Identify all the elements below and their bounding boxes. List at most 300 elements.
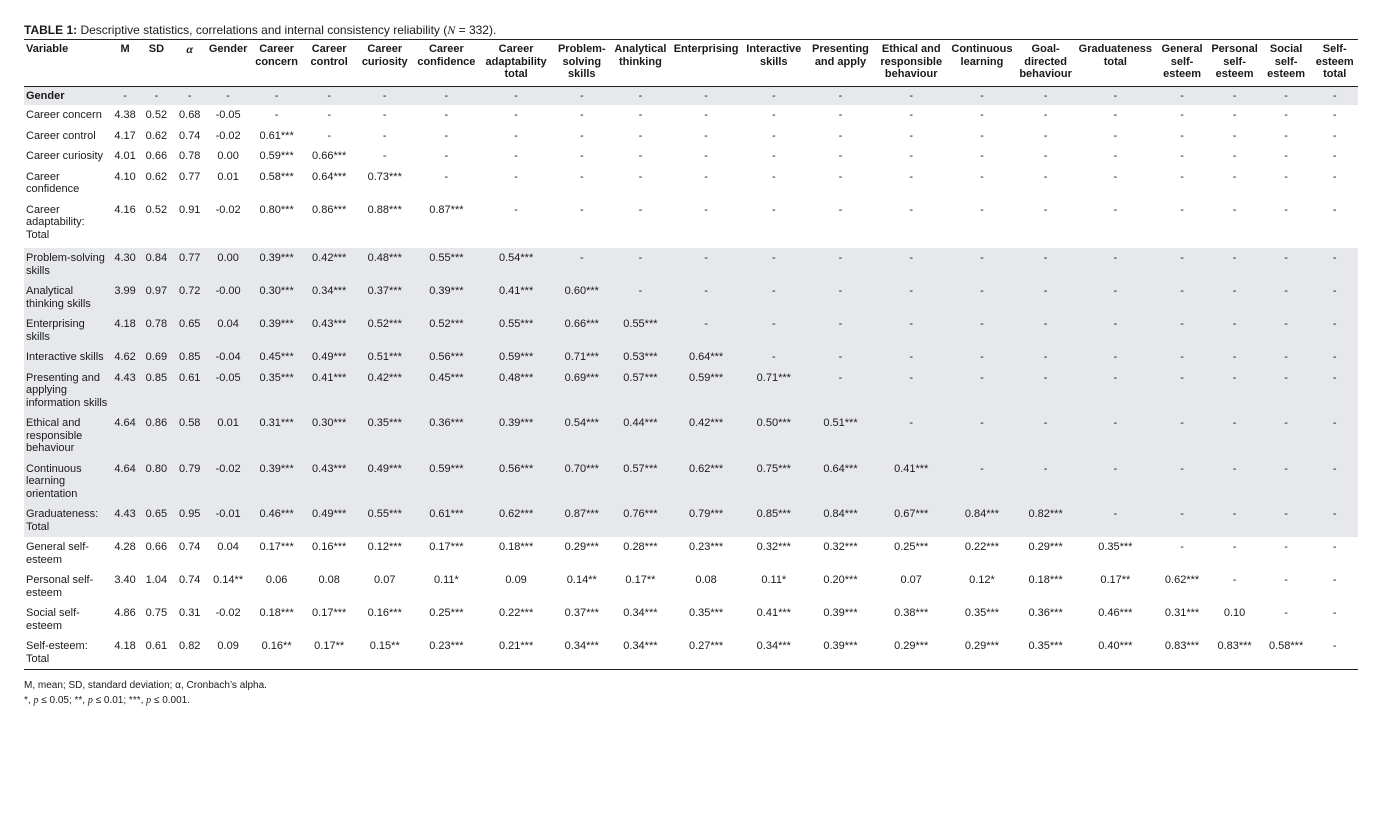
table-cell: - (1261, 504, 1312, 537)
table-cell: - (704, 109, 708, 121)
table-cell: 0.30*** (303, 413, 356, 459)
table-cell: 0.77 (174, 247, 206, 282)
table-cell: 4.01 (114, 150, 136, 162)
table-cell: 0.29*** (564, 541, 599, 553)
table-cell: 0.80*** (259, 203, 294, 216)
column-header: Graduateness total (1075, 40, 1156, 87)
column-header: SD (139, 40, 173, 87)
table-cell: 0.72 (174, 281, 206, 314)
table-cell: - (579, 109, 584, 121)
table-cell: 0.80 (139, 459, 173, 505)
table-row (24, 570, 1358, 603)
table-cell: 0.14** (566, 574, 597, 586)
table-cell: - (1284, 109, 1288, 121)
table-cell: 0.62*** (671, 459, 742, 505)
table-cell: - (1180, 170, 1184, 183)
table-cell: - (444, 109, 449, 121)
table-cell: - (948, 314, 1017, 347)
table-cell: - (1113, 203, 1118, 216)
column-header: Variable (24, 40, 111, 87)
table-cell: - (1261, 247, 1312, 282)
table-cell: 4.43 (111, 368, 139, 414)
table-cell: 0.87*** (554, 504, 611, 537)
table-cell: - (948, 368, 1017, 414)
table-cell: - (704, 150, 708, 162)
table-cell: 0.04 (206, 314, 250, 347)
table-cell: 0.61*** (259, 129, 294, 142)
table-cell: - (1311, 636, 1358, 670)
table-cell: 0.10 (1223, 607, 1246, 619)
table-cell: - (1180, 129, 1184, 142)
table-cell: - (980, 150, 984, 162)
table-cell: - (514, 203, 518, 216)
row-variable-label: Career concern (26, 109, 102, 121)
p-symbol: p (33, 695, 39, 706)
table-cell: - (1156, 413, 1209, 459)
table-cell: 0.71*** (741, 368, 806, 414)
table-cell: - (948, 247, 1017, 282)
table-cell: 0.18*** (1028, 574, 1063, 586)
table-row (24, 105, 1358, 126)
table-cell: 0.85*** (741, 504, 806, 537)
table-cell: -0.02 (206, 459, 250, 505)
table-cell: - (1208, 368, 1261, 414)
significance-note (24, 693, 1358, 708)
table-cell: - (1232, 541, 1237, 553)
table-cell: 0.59*** (414, 459, 479, 505)
table-cell: - (1016, 86, 1075, 105)
table-cell: 0.18*** (259, 607, 294, 619)
table-cell: - (1016, 247, 1075, 282)
table-cell: 0.07 (900, 574, 922, 586)
table-cell: - (1016, 314, 1075, 347)
column-header: Personal self-esteem (1208, 40, 1261, 87)
table-cell: - (1232, 203, 1237, 216)
table-cell: 0.82*** (1016, 504, 1075, 537)
table-cell: 0.49*** (303, 347, 356, 368)
column-header: Career confidence (414, 40, 479, 87)
table-cell: 0.69*** (554, 368, 611, 414)
table-cell: - (1075, 314, 1156, 347)
p-symbol: p (146, 695, 152, 706)
table-cell: - (355, 86, 414, 105)
table-cell: 0.54*** (479, 247, 554, 282)
table-cell: - (1208, 281, 1261, 314)
table-cell: 0.45*** (250, 347, 303, 368)
table-cell: - (1332, 109, 1337, 121)
table-cell: - (771, 203, 776, 216)
table-cell: - (838, 109, 843, 121)
table-cell: 0.78 (139, 314, 173, 347)
table-cell: - (638, 150, 643, 162)
table-cell: - (909, 203, 914, 216)
row-variable-label: Analytical thinking skills (24, 281, 111, 314)
table-cell: - (444, 129, 449, 142)
table-cell: 0.30*** (250, 281, 303, 314)
table-cell: 0.59*** (671, 368, 742, 414)
table-row (24, 347, 1358, 368)
table-cell: 0.35*** (250, 368, 303, 414)
table-row (24, 146, 1358, 167)
table-cell: - (875, 347, 948, 368)
table-cell: 1.04 (145, 574, 168, 586)
table-row (24, 504, 1358, 537)
table-cell: - (1208, 314, 1261, 347)
table-cell: 0.97 (139, 281, 173, 314)
table-cell: 0.17** (303, 636, 356, 670)
table-cell: - (838, 170, 843, 183)
table-cell: 0.59*** (259, 150, 294, 162)
table-cell: - (1016, 347, 1075, 368)
row-variable-label: Social self-esteem (26, 607, 80, 632)
table-cell: - (909, 150, 914, 162)
table-cell: 0.86 (139, 413, 173, 459)
table-cell: - (1232, 150, 1237, 162)
table-cell: 0.75 (145, 607, 168, 619)
table-cell: - (741, 247, 806, 282)
table-cell: 0.39*** (479, 413, 554, 459)
table-row (24, 636, 1358, 670)
table-cell: 4.18 (111, 636, 139, 670)
table-cell: 0.39*** (806, 636, 875, 670)
table-cell: 0.22*** (498, 607, 534, 619)
column-header: Problem-solving skills (554, 40, 611, 87)
table-row (24, 167, 1358, 200)
table-cell: - (948, 281, 1017, 314)
p-symbol: p (87, 695, 93, 706)
table-cell: - (638, 203, 643, 216)
table-cell: - (980, 109, 984, 121)
table-cell: 0.34*** (623, 607, 658, 619)
table-cell: - (1208, 504, 1261, 537)
table-cell: - (1075, 281, 1156, 314)
table-cell: - (980, 170, 984, 183)
table-cell: 0.66 (145, 150, 168, 162)
table-cell: 0.04 (217, 541, 239, 553)
table-row (24, 537, 1358, 570)
table-cell: 0.45*** (414, 368, 479, 414)
table-cell: - (139, 86, 173, 105)
caption-n-symbol: N (447, 23, 456, 37)
table-cell: 0.39*** (414, 281, 479, 314)
table-cell: 3.40 (114, 574, 136, 586)
table-cell: 0.51*** (806, 413, 875, 459)
table-cell: 4.86 (114, 607, 136, 619)
table-cell: 0.95 (174, 504, 206, 537)
table-cell: - (1156, 247, 1209, 282)
table-cell: - (704, 170, 708, 183)
table-row (24, 314, 1358, 347)
table-cell: 0.00 (217, 150, 239, 162)
table-cell: 0.59*** (479, 347, 554, 368)
table-cell: 4.17 (114, 129, 136, 142)
table-cell: 0.71*** (554, 347, 611, 368)
row-variable-label: Gender (24, 86, 111, 105)
table-cell: - (610, 247, 671, 282)
table-cell: - (704, 129, 708, 142)
table-cell: - (771, 150, 776, 162)
table-cell: - (771, 129, 776, 142)
table-cell: - (111, 86, 139, 105)
table-notes (24, 678, 1358, 708)
table-cell: 0.52*** (355, 314, 414, 347)
table-cell: - (948, 413, 1017, 459)
table-cell: 0.56*** (414, 347, 479, 368)
table-cell: - (741, 281, 806, 314)
table-cell: - (1156, 314, 1209, 347)
table-cell: - (806, 281, 875, 314)
table-cell: - (875, 314, 948, 347)
table-cell: -0.04 (206, 347, 250, 368)
table-cell: 0.62 (145, 129, 168, 142)
table-cell: - (1261, 347, 1312, 368)
table-cell: - (610, 86, 671, 105)
table-cell: 0.39*** (250, 247, 303, 282)
table-cell: 0.36*** (414, 413, 479, 459)
table-cell: - (806, 314, 875, 347)
table-cell: 0.16*** (312, 541, 347, 553)
table-cell: - (1284, 129, 1288, 142)
table-cell: 0.41*** (756, 607, 791, 619)
table-cell: 0.22*** (964, 541, 1000, 553)
table-cell: 0.83*** (1156, 636, 1209, 670)
table-cell: - (1113, 170, 1118, 183)
table-cell: 0.86*** (312, 203, 347, 216)
table-cell: - (1156, 459, 1209, 505)
table-cell: 0.12*** (367, 541, 402, 553)
row-variable-label: Career confidence (26, 170, 80, 195)
column-header: Enterprising (671, 40, 742, 87)
table-cell: - (1016, 281, 1075, 314)
table-cell: - (1261, 86, 1312, 105)
table-cell: 0.43*** (303, 459, 356, 505)
table-cell: 0.17*** (429, 541, 464, 553)
table-cell: 0.85 (139, 368, 173, 414)
row-variable-label: General self-esteem (26, 541, 89, 566)
table-cell: 4.62 (111, 347, 139, 368)
table-cell: - (444, 150, 449, 162)
table-cell: -0.05 (206, 368, 250, 414)
column-header: Self-esteem total (1311, 40, 1358, 87)
table-cell: - (838, 150, 843, 162)
table-cell: - (980, 203, 984, 216)
table-cell: 4.38 (114, 109, 136, 121)
table-row (24, 603, 1358, 636)
table-cell: 0.62*** (1164, 574, 1200, 586)
table-cell: - (610, 281, 671, 314)
table-cell: - (1232, 129, 1237, 142)
table-cell: - (1208, 86, 1261, 105)
table-cell: 0.85 (174, 347, 206, 368)
table-cell: - (444, 170, 449, 183)
table-cell: - (741, 314, 806, 347)
table-cell: 0.42*** (303, 247, 356, 282)
table-cell: - (638, 129, 643, 142)
column-header: Continuous learning (948, 40, 1017, 87)
table-cell: 0.46*** (1098, 607, 1133, 619)
table-cell: 4.16 (114, 203, 136, 216)
table-cell: 0.62 (145, 170, 168, 183)
table-cell: - (382, 109, 387, 121)
table-cell: 0.58*** (259, 170, 294, 183)
table-cell: 0.31 (179, 607, 201, 619)
table-cell: - (579, 203, 584, 216)
table-cell: 0.83*** (1208, 636, 1261, 670)
table-cell: -0.05 (215, 109, 241, 121)
row-variable-label: Career curiosity (26, 150, 104, 162)
table-cell: 0.17** (1100, 574, 1131, 586)
table-cell: 0.00 (206, 247, 250, 282)
table-cell: 0.64*** (671, 347, 742, 368)
table-cell: - (1232, 109, 1237, 121)
table-cell: -0.02 (215, 607, 241, 619)
table-cell: - (1113, 129, 1118, 142)
table-cell: - (806, 368, 875, 414)
table-cell: 0.41*** (875, 459, 948, 505)
table-cell: - (1156, 504, 1209, 537)
row-variable-label: Career adaptability: Total (26, 203, 85, 241)
table-cell: 0.75*** (741, 459, 806, 505)
table-cell: 0.01 (206, 413, 250, 459)
table-cell: - (638, 109, 643, 121)
table-cell: - (1284, 541, 1288, 553)
table-cell: - (1232, 170, 1237, 183)
table-cell: 0.32*** (823, 541, 858, 553)
table-cell: - (1180, 150, 1184, 162)
table-cell: 0.74 (179, 574, 201, 586)
table-cell: - (838, 203, 843, 216)
column-header: Social self-esteem (1261, 40, 1312, 87)
table-cell: - (671, 314, 742, 347)
row-variable-label: Ethical and responsible behaviour (24, 413, 111, 459)
row-variable-label: Interactive skills (24, 347, 111, 368)
table-cell: - (875, 281, 948, 314)
table-cell: 0.08 (318, 574, 340, 586)
table-row (24, 247, 1358, 282)
table-cell: - (875, 413, 948, 459)
table-cell: - (1332, 607, 1337, 619)
table-cell: - (1311, 459, 1358, 505)
table-cell: - (806, 347, 875, 368)
table-cell: - (1156, 368, 1209, 414)
table-cell: - (1311, 281, 1358, 314)
table-cell: - (875, 368, 948, 414)
table-cell: 0.48*** (479, 368, 554, 414)
table-cell: 0.15** (355, 636, 414, 670)
table-cell: 0.09 (206, 636, 250, 670)
table-cell: 0.65 (174, 314, 206, 347)
table-cell: - (382, 129, 387, 142)
table-cell: 0.35*** (964, 607, 1000, 619)
table-cell: - (741, 347, 806, 368)
table-cell: 0.35*** (688, 607, 724, 619)
table-cell: 0.61 (139, 636, 173, 670)
table-row (24, 459, 1358, 505)
table-cell: 0.29*** (1028, 541, 1063, 553)
table-cell: 0.40*** (1075, 636, 1156, 670)
table-cell: - (1043, 170, 1048, 183)
table-cell: - (1311, 86, 1358, 105)
table-cell: - (671, 281, 742, 314)
table-cell: 0.64*** (312, 170, 347, 183)
table-cell: 0.41*** (303, 368, 356, 414)
table-cell: - (1332, 150, 1337, 162)
table-cell: 0.66*** (312, 150, 347, 162)
table-cell: - (479, 86, 554, 105)
table-cell: -0.02 (215, 129, 241, 142)
table-cell: - (1284, 607, 1288, 619)
table-cell: 0.38*** (894, 607, 929, 619)
table-cell: - (206, 86, 250, 105)
table-cell: - (1261, 314, 1312, 347)
table-cell: - (414, 86, 479, 105)
table-cell: 0.17** (625, 574, 656, 586)
table-cell: 0.07 (374, 574, 396, 586)
row-variable-label: Graduateness: Total (24, 504, 111, 537)
table-cell: 0.53*** (610, 347, 671, 368)
table-cell: 0.21*** (479, 636, 554, 670)
table-cell: 0.39*** (250, 314, 303, 347)
table-cell: 0.67*** (875, 504, 948, 537)
table-cell: - (174, 86, 206, 105)
table-cell: - (1075, 504, 1156, 537)
table-row (24, 413, 1358, 459)
row-variable-label: Career control (26, 129, 96, 142)
table-cell: - (909, 109, 914, 121)
row-variable-label: Presenting and applying information skills (24, 368, 111, 414)
table-cell: 0.31*** (1164, 607, 1200, 619)
table-cell: 3.99 (111, 281, 139, 314)
table-cell: 0.29*** (875, 636, 948, 670)
table-cell: 0.56*** (479, 459, 554, 505)
table-cell: - (980, 129, 984, 142)
column-header: Goal-directed behaviour (1016, 40, 1075, 87)
table-cell: - (1043, 129, 1048, 142)
column-header: Career control (303, 40, 356, 87)
table-cell: - (1208, 459, 1261, 505)
table-cell: 0.62*** (479, 504, 554, 537)
table-cell: 0.16*** (367, 607, 402, 619)
table-cell: - (579, 129, 584, 142)
table-cell: - (1156, 86, 1209, 105)
table-cell: 0.64*** (806, 459, 875, 505)
table-cell: - (1043, 150, 1048, 162)
table-cell: 0.78 (179, 150, 201, 162)
row-variable-label: Self-esteem: Total (24, 636, 111, 670)
table-row (24, 86, 1358, 105)
table-cell: 0.39*** (250, 459, 303, 505)
table-cell: - (327, 109, 331, 121)
table-cell: 0.06 (265, 574, 288, 586)
table-cell: 0.34*** (741, 636, 806, 670)
table-cell: - (1016, 459, 1075, 505)
table-cell: 4.64 (111, 459, 139, 505)
table-cell: 0.65 (139, 504, 173, 537)
row-variable-label: Continuous learning orientation (24, 459, 111, 505)
table-cell: - (1311, 413, 1358, 459)
table-cell: - (948, 347, 1017, 368)
table-cell: - (1180, 109, 1184, 121)
column-header: M (111, 40, 139, 87)
table-cell: - (704, 203, 708, 216)
table-cell: 0.79*** (671, 504, 742, 537)
table-cell: 0.74 (179, 129, 201, 142)
table-cell: - (1311, 368, 1358, 414)
table-caption (24, 22, 1358, 38)
table-cell: 0.11* (761, 574, 787, 586)
table-cell: - (1261, 413, 1312, 459)
table-cell: - (1284, 150, 1288, 162)
